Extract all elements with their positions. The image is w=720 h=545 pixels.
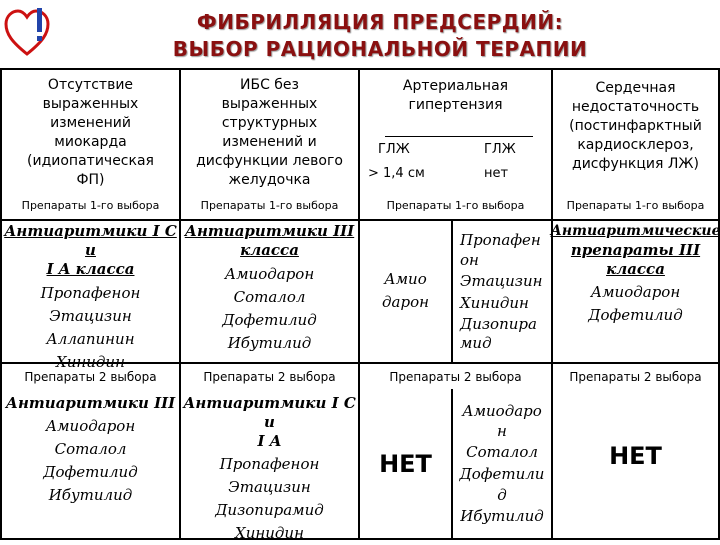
column-header-idiopathic: Отсутствие выраженных изменений миокарда (идиопатическая ФП) xyxy=(27,77,154,188)
first-choice-col4: Антиаритмические препараты III класса Амиодарон Дофетилид xyxy=(550,223,720,324)
first-choice-col3b: Пропафен он Этацизин Хинидин Дизопира мид xyxy=(460,231,543,352)
second-choice-label-3: Препараты 2 выбора xyxy=(389,369,522,384)
second-choice-label-4: Препараты 2 выбора xyxy=(569,369,702,384)
first-choice-col1: Антиаритмики I C и I A класса Пропафенон Этацизин Аллапинин Хинидин xyxy=(4,222,177,371)
lvh-left-title: ГЛЖ xyxy=(378,142,410,157)
page-title-line1: ФИБРИЛЛЯЦИЯ ПРЕДСЕРДИЙ: xyxy=(196,10,564,34)
column-header-ibs: ИБС без выраженных структурных изменений и дисфункции левого желудочка xyxy=(196,77,343,188)
column-header-hypertension: Артериальная гипертензия xyxy=(402,78,509,113)
first-choice-label-4: Препараты 1-го выбора xyxy=(566,199,705,212)
second-choice-label-1: Препараты 2 выбора xyxy=(24,369,157,384)
lvh-right-value: нет xyxy=(484,166,509,181)
second-choice-col4-none: НЕТ xyxy=(609,442,662,470)
second-choice-col3b: Амиодаро н Соталол Дофетили д Ибутилид xyxy=(459,402,545,525)
first-choice-col2: Антиаритмики III класса Амиодарон Соталол Дофетилид Ибутилид xyxy=(184,222,355,352)
second-choice-label-2: Препараты 2 выбора xyxy=(203,369,336,384)
first-choice-label-2: Препараты 1-го выбора xyxy=(200,199,339,212)
first-choice-col3a: Амио дарон xyxy=(382,270,429,311)
lvh-right-title: ГЛЖ xyxy=(484,142,516,157)
first-choice-label-1: Препараты 1-го выбора xyxy=(21,199,160,212)
first-choice-label-3: Препараты 1-го выбора xyxy=(386,199,525,212)
lvh-left-value: > 1,4 см xyxy=(368,166,425,181)
second-choice-col3a-none: НЕТ xyxy=(379,450,432,478)
second-choice-col1: Антиаритмики III Амиодарон Соталол Дофетилид Ибутилид xyxy=(5,394,176,504)
column-header-heart-failure: Сердечная недостаточность (постинфарктный кардиосклероз, дисфункция ЛЖ) xyxy=(569,79,702,172)
page-title-line2: ВЫБОР РАЦИОНАЛЬНОЙ ТЕРАПИИ xyxy=(172,37,588,61)
second-choice-col2: Антиаритмики I C и I A Пропафенон Этацизин Дизопирамид Хинидин xyxy=(183,394,356,542)
